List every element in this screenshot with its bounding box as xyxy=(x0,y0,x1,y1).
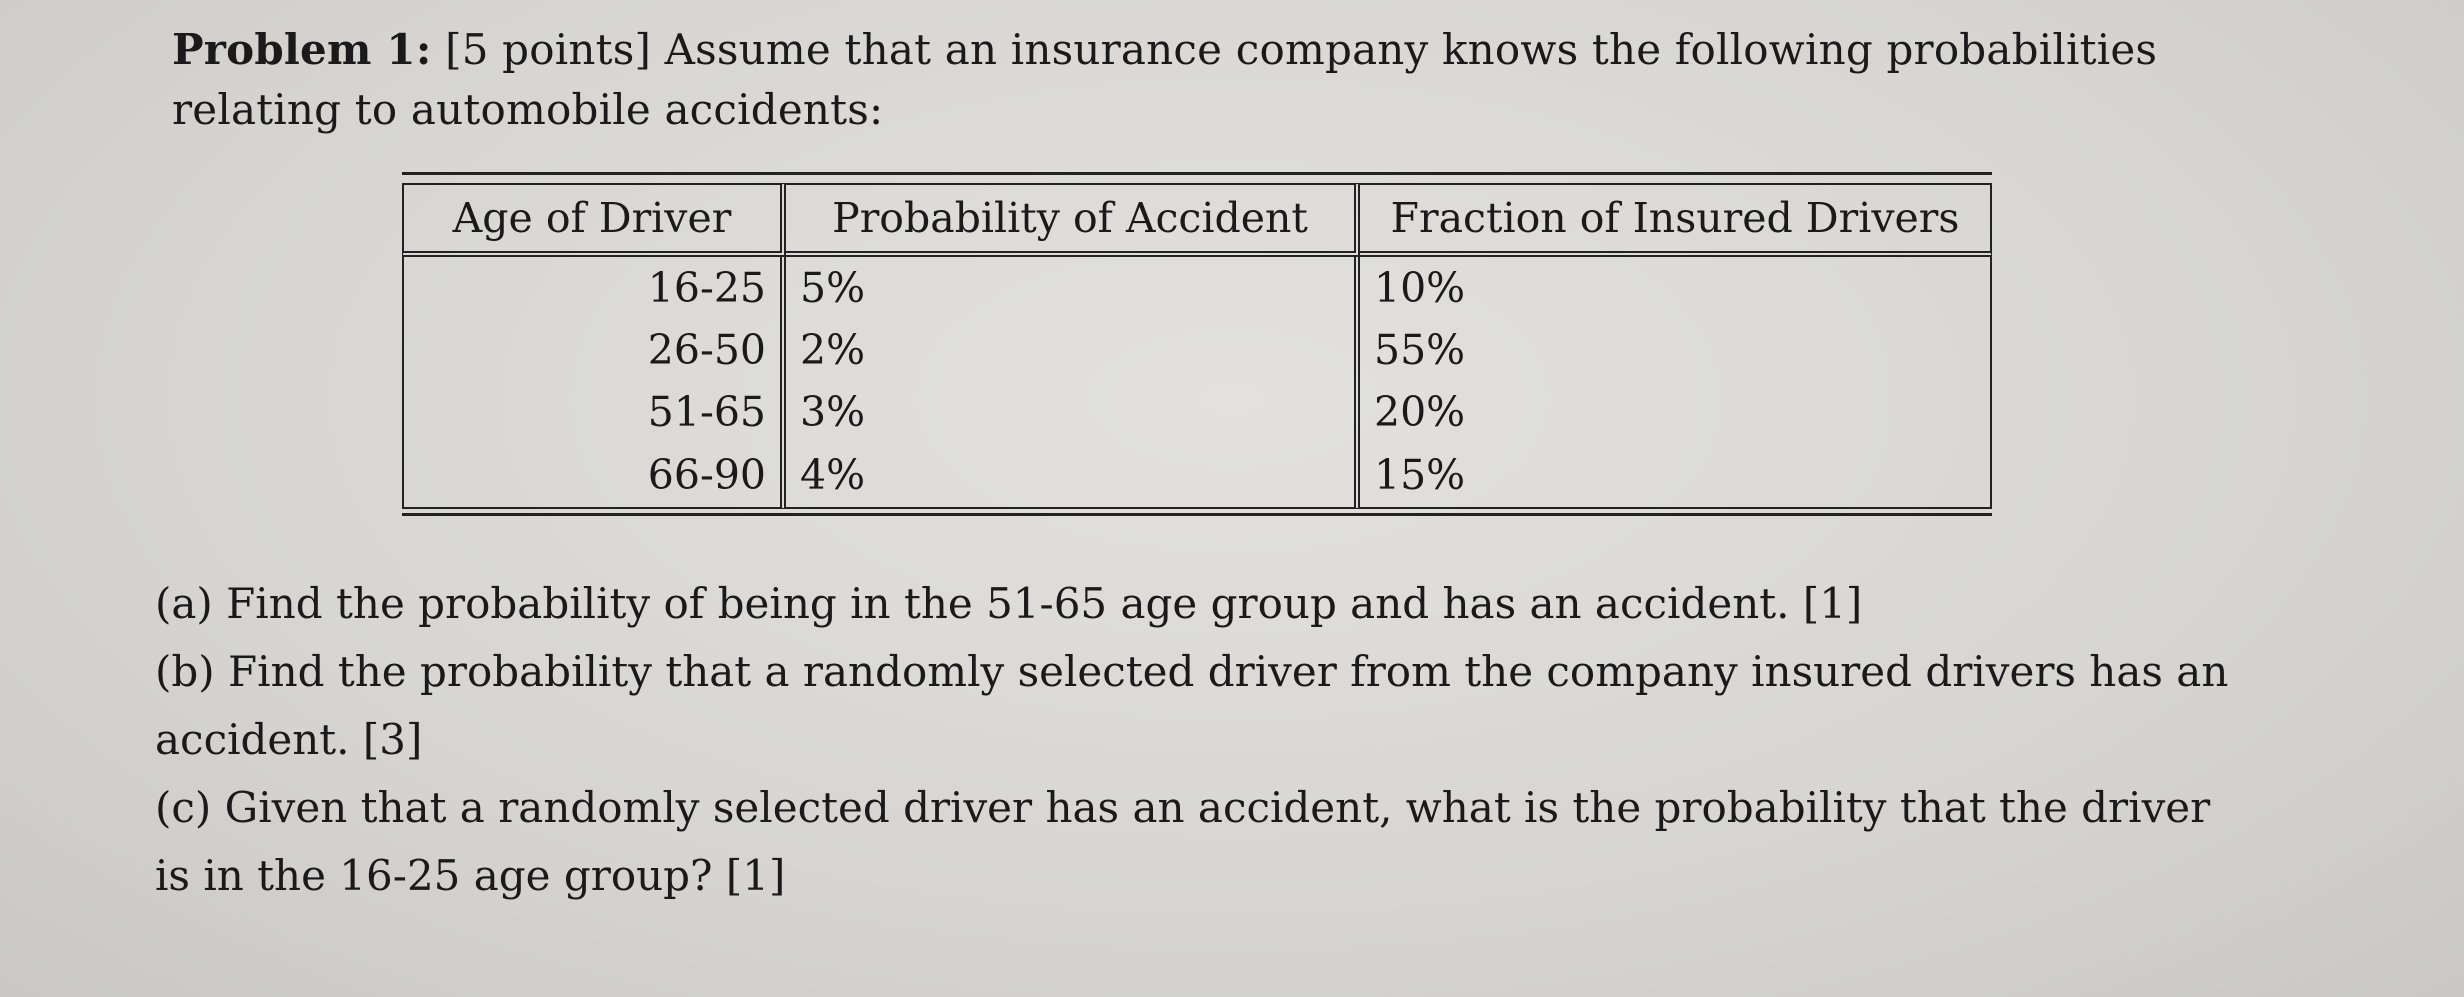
table-row xyxy=(402,319,1992,381)
fraction-cell: 10% xyxy=(1360,257,1992,319)
table-header-row xyxy=(402,183,1992,257)
table-row xyxy=(402,381,1992,443)
question-a: (a) Find the probability of being in the 51-65 age group and has an accident. [1] xyxy=(155,579,1863,628)
problem-title: Problem 1: xyxy=(172,25,432,74)
problem-intro: [5 points] Assume that an insurance company knows the following probabilities relating to automobile accidents: xyxy=(172,25,2158,134)
table-row xyxy=(402,443,1992,509)
question-list xyxy=(155,570,2235,910)
probability-cell: 4% xyxy=(786,443,1360,509)
header-fraction-of-insured-drivers: Fraction of Insured Drivers xyxy=(1360,183,1992,257)
probability-table xyxy=(402,172,1992,516)
problem-heading xyxy=(172,20,2292,140)
age-cell: 26-50 xyxy=(402,319,786,381)
header-probability-of-accident: Probability of Accident xyxy=(786,183,1360,257)
question-b: (b) Find the probability that a randomly selected driver from the company insured drivers has an accident. [3] xyxy=(155,647,2229,764)
age-cell: 66-90 xyxy=(402,443,786,509)
table-row xyxy=(402,257,1992,319)
header-age-of-driver: Age of Driver xyxy=(402,183,786,257)
fraction-cell: 55% xyxy=(1360,319,1992,381)
age-cell: 51-65 xyxy=(402,381,786,443)
age-cell: 16-25 xyxy=(402,257,786,319)
probability-cell: 5% xyxy=(786,257,1360,319)
question-c: (c) Given that a randomly selected driver has an accident, what is the probability that the driver is in the 16-25 age group? [1] xyxy=(155,783,2211,900)
fraction-cell: 15% xyxy=(1360,443,1992,509)
fraction-cell: 20% xyxy=(1360,381,1992,443)
probability-cell: 3% xyxy=(786,381,1360,443)
probability-cell: 2% xyxy=(786,319,1360,381)
